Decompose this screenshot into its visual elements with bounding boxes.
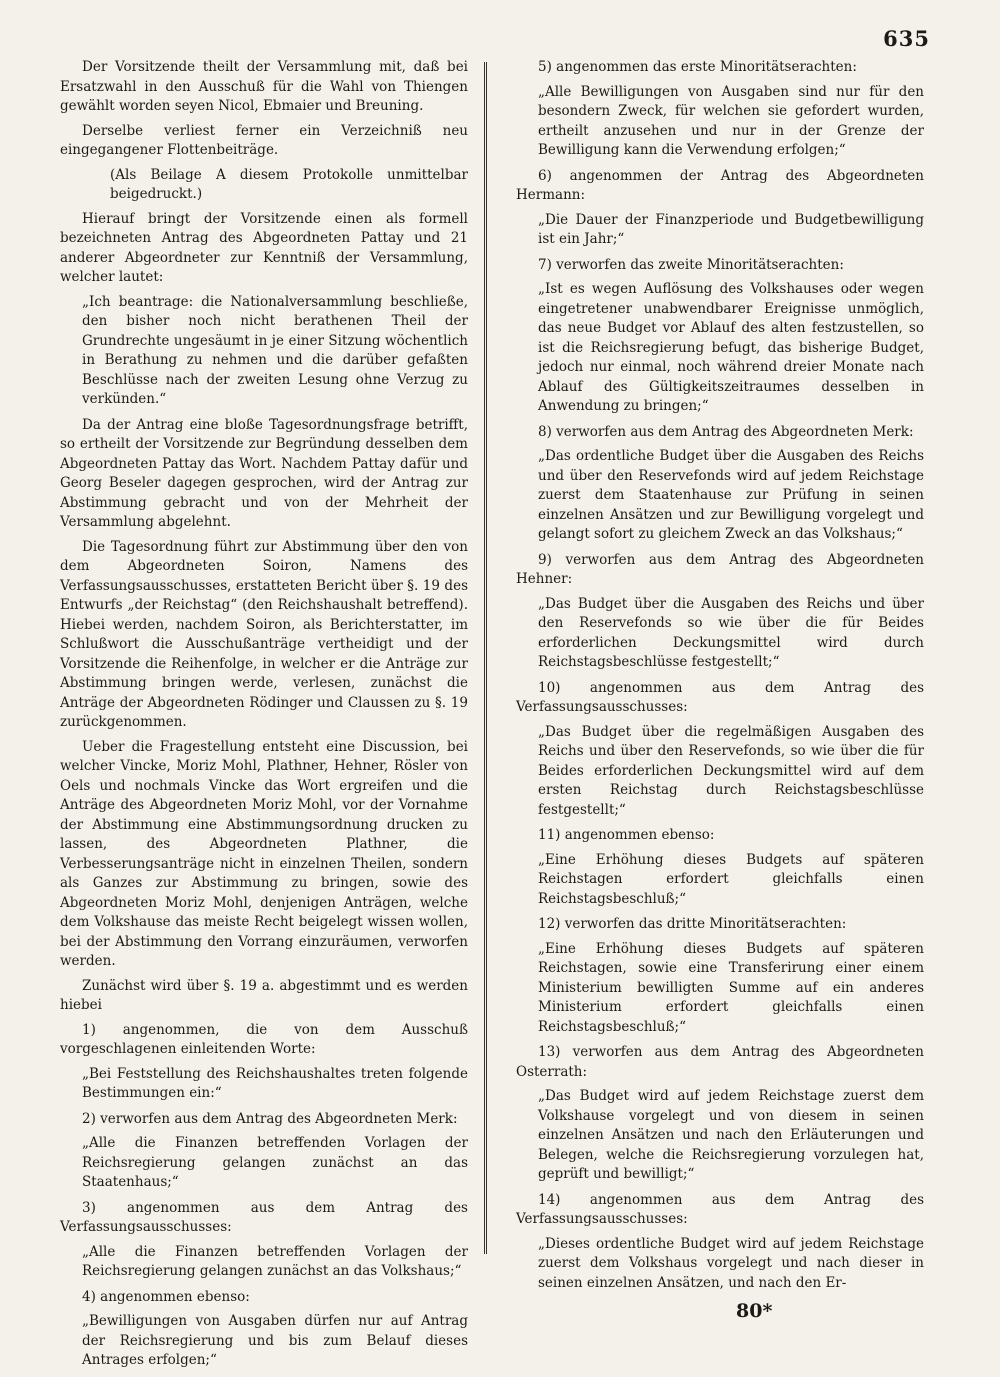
quote: „Bei Feststellung des Reichshaushaltes treten folgende Bestimmungen ein:“ (82, 1065, 468, 1101)
note: (Als Beilage A diesem Protokolle unmittelbar beigedruckt.) (110, 166, 468, 202)
paragraph: Derselbe verliest ferner ein Verzeichniß neu eingegangener Flottenbeiträge. (60, 122, 468, 158)
paragraph: Da der Antrag eine bloße Tagesordnungsfrage betrifft, so ertheilt der Vorsitzende zur Begründung desselben dem Abgeordneten Pattay das Wort. Nachdem Pattay dafür und Georg Beseler dagegen gesprochen, wird der Antrag zur Abstimmung gebracht und von der Mehrheit der Versammlung abgelehnt. (60, 416, 468, 530)
quote: „Alle die Finanzen betreffenden Vorlagen der Reichsregierung gelangen zunächst an das Volkshaus;“ (82, 1243, 468, 1279)
left-column (60, 58, 468, 1377)
list-item: 11) angenommen ebenso: (538, 827, 715, 843)
quote: „Alle die Finanzen betreffenden Vorlagen der Reichsregierung gelangen zunächst an das Staatenhaus;“ (82, 1135, 468, 1190)
quote: „Die Dauer der Finanzperiode und Budgetbewilligung ist ein Jahr;“ (538, 211, 924, 247)
list-item: 1) angenommen, die von dem Ausschuß vorgeschlagenen einleitenden Worte: (60, 1021, 468, 1057)
quote: „Das Budget über die Ausgaben des Reichs und über den Reservefonds so wie über die für Beides erforderlichen Deckungsmittel wird durch Reichstagsbeschlüsse festgestellt;“ (538, 595, 924, 670)
quote: „Eine Erhöhung dieses Budgets auf späteren Reichstagen, sowie eine Transferirung einer einem Ministerium bewilligten Summe auf ein anderes Ministerium erfordert gleichfalls einen Reichstagsbeschluß;“ (538, 940, 924, 1035)
quote: „Alle Bewilligungen von Ausgaben sind nur für den besondern Zweck, für welchen sie gefordert wurden, ertheilt anzusehen und nur in der Grenze der Bewilligung kann die Verwendung erfolgen;“ (538, 83, 924, 158)
paragraph: Der Vorsitzende theilt der Versammlung mit, daß bei Ersatzwahl in den Ausschuß für die Wahl von Thiengen gewählt worden seyen Nicol, Ebmaier und Breuning. (60, 59, 468, 114)
page-number: 635 (883, 26, 930, 51)
quote: „Das ordentliche Budget über die Ausgaben des Reichs und über den Reservefonds wird auf jedem Reichstage zuerst dem Staatenhause zur Prüfung in seinen einzelnen Ansätzen und zur Bewilligung vorgelegt und gelangt sofort zu gleichem Zweck an das Volkshaus;“ (538, 448, 924, 542)
list-item: 7) verworfen das zweite Minoritätserachten: (538, 256, 844, 273)
paragraph: Zunächst wird über §. 19 a. abgestimmt und es werden hiebei (60, 977, 468, 1013)
list-item: 5) angenommen das erste Minoritätserachten: (538, 59, 857, 75)
quote: „Bewilligungen von Ausgaben dürfen nur auf Antrag der Reichsregierung und bis zum Belauf dieses Antrages erfolgen;“ (82, 1313, 468, 1368)
quote: „Das Budget wird auf jedem Reichstage zuerst dem Volkshause vorgelegt und von diesem in seinen einzelnen Ansätzen und nach den Erläuterungen und Belegen, welche die Reichsregierung vorzulegen hat, geprüft und bewilligt;“ (538, 1088, 924, 1182)
quote: „Ich beantrage: die Nationalversammlung beschließe, den bisher noch nicht berathenen Theil der Grundrechte ungesäumt in je einer Sitzung wöchentlich in Berathung zu nehmen und die darüber gefaßten Beschlüsse nach der zweiten Lesung ohne Verzug zu verkünden.“ (82, 293, 468, 407)
quote: „Eine Erhöhung dieses Budgets auf späteren Reichstagen erfordert gleichfalls einen Reichstagsbeschluß;“ (538, 851, 924, 907)
list-item: 9) verworfen aus dem Antrag des Abgeordneten Hehner: (516, 551, 924, 587)
quote: „Ist es wegen Auflösung des Volkshauses oder wegen eingetretener unabwendbarer Ereignisse unmöglich, das neue Budget vor Ablauf des alten festzustellen, so ist die Reichsregierung befugt, das bisherige Budget, jedoch nur einmal, noch während dreier Monate nach Ablauf des Gültigkeitszeitraumes desselben in Anwendung zu bringen;“ (538, 281, 924, 414)
paragraph: Hierauf bringt der Vorsitzende einen als formell bezeichneten Antrag des Abgeordneten Pattay und 21 anderer Abgeordneter zur Kenntniß der Versammlung, welcher lautet: (60, 210, 468, 285)
list-item: 13) verworfen aus dem Antrag des Abgeordneten Osterrath: (516, 1044, 924, 1080)
list-item: 2) verworfen aus dem Antrag des Abgeordneten Merk: (82, 1110, 458, 1127)
list-item: 8) verworfen aus dem Antrag des Abgeordneten Merk: (538, 423, 914, 440)
printer-signature: 80* (736, 1300, 773, 1322)
list-item: 4) angenommen ebenso: (82, 1288, 250, 1305)
column-divider (484, 62, 487, 1254)
right-column (516, 58, 924, 1299)
quote: „Das Budget über die regelmäßigen Ausgaben des Reichs und über den Reservefonds, so wie über die für Beides erforderlichen Deckungsmittel wird auf dem ersten Reichstag durch Reichstagsbeschlüsse festgestellt;“ (538, 723, 924, 818)
list-item: 10) angenommen aus dem Antrag des Verfassungsausschusses: (516, 679, 924, 715)
quote: „Dieses ordentliche Budget wird auf jedem Reichstage zuerst dem Volkshaus vorgelegt und nach dieser in seinen einzelnen Ansätzen, und nach den Er- (538, 1235, 924, 1291)
list-item: 12) verworfen das dritte Minoritätserachten: (538, 916, 847, 932)
list-item: 3) angenommen aus dem Antrag des Verfassungsausschusses: (60, 1199, 468, 1235)
paragraph: Die Tagesordnung führt zur Abstimmung über den von dem Abgeordneten Soiron, Namens des Verfassungsausschusses, erstatteten Bericht über §. 19 des Entwurfs „der Reichstag“ (den Reichshaushalt betreffend). Hiebei werden, nachdem Soiron, als Berichterstatter, im Schlußwort die Ausschußanträge vertheidigt und der Vorsitzende die Reihenfolge, in welcher er die Anträge zur Abstimmung bringen werde, verlesen, zunächst die Anträge der Abgeordneten Rödinger und Claussen zu §. 19 zurückgenommen. (60, 538, 468, 730)
list-item: 14) angenommen aus dem Antrag des Verfassungsausschusses: (516, 1191, 924, 1227)
list-item: 6) angenommen der Antrag des Abgeordneten Hermann: (516, 167, 924, 203)
paragraph: Ueber die Fragestellung entsteht eine Discussion, bei welcher Vincke, Moriz Mohl, Plathner, Hehner, Rösler von Oels und nochmals Vincke das Wort ergreifen und die Anträge des Abgeordneten Moriz Mohl, vor der Vornahme der Abstimmung eine Abstimmungsordnung drucken zu lassen, des Abgeordneten Plathner, die Verbesserungsanträge nicht in einzelnen Theilen, sondern als Ganzes zur Abstimmung zu bringen, sowie des Abgeordneten Moriz Mohl, denjenigen Anträgen, welche dem Volkshause das meiste Recht beigelegt wissen wollen, bei der Abstimmung den Vorrang einzuräumen, verworfen werden. (60, 738, 468, 969)
